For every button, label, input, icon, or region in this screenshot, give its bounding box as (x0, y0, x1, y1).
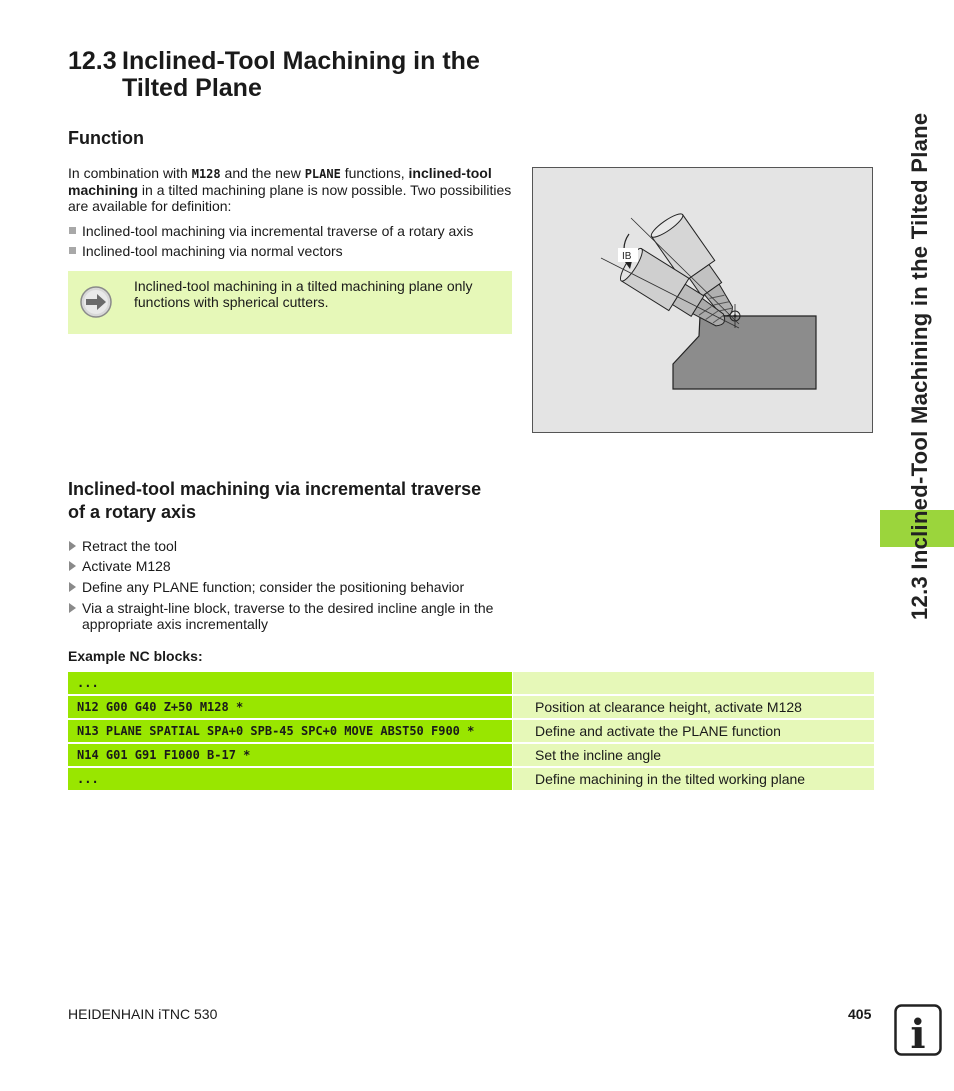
triangle-bullet-icon (69, 582, 76, 592)
nc-desc-cell (513, 672, 874, 694)
inclined-tool-figure (532, 167, 873, 433)
info-letter: i (910, 1011, 926, 1056)
nc-desc-cell (513, 720, 874, 742)
heading-line-2: of a rotary axis (68, 502, 197, 522)
footer-product: HEIDENHAIN iTNC 530 (68, 1006, 218, 1022)
para-text: and the new (220, 165, 305, 181)
list-item (68, 558, 522, 574)
para-text: functions, (340, 165, 409, 181)
bullet-text: Inclined-tool machining via normal vectors (82, 243, 343, 259)
list-item (68, 579, 522, 595)
function-paragraph (68, 165, 512, 214)
table-row (68, 672, 874, 694)
code-m128: M128 (191, 167, 221, 181)
triangle-bullet-icon (69, 541, 76, 551)
nc-desc-cell (513, 744, 874, 766)
nc-code-cell (68, 744, 512, 766)
nc-code: N12 G00 G40 Z+50 M128 * (77, 700, 244, 714)
nc-code: N14 G01 G91 F1000 B-17 * (77, 748, 251, 762)
side-title-text: 12.3 Inclined-Tool Machining in the Tilted Plane (907, 112, 932, 620)
square-bullet-icon (69, 227, 76, 234)
list-item (68, 538, 522, 554)
function-heading: Function (68, 128, 144, 148)
info-icon (894, 1004, 942, 1056)
tool-diagram (533, 168, 872, 432)
nc-code: N13 PLANE SPATIAL SPA+0 SPB-45 SPC+0 MOVE ABST50 F900 * (77, 724, 475, 738)
nc-desc: Define machining in the tilted working plane (535, 771, 806, 787)
step-text: Via a straight-line block, traverse to the desired incline angle in the appropriate axis incrementally (82, 600, 494, 632)
square-bullet-icon (69, 247, 76, 254)
nc-desc: Position at clearance height, activate M128 (535, 699, 802, 715)
page-title (68, 48, 480, 102)
nc-desc: Define and activate the PLANE function (535, 723, 781, 739)
nc-desc: Set the incline angle (535, 747, 662, 763)
note-box (68, 271, 512, 334)
bullet-text: Inclined-tool machining via incremental traverse of a rotary axis (82, 223, 474, 239)
table-row (68, 696, 874, 718)
table-row (68, 720, 874, 742)
nc-code-cell (68, 696, 512, 718)
nc-code: ... (77, 772, 99, 786)
table-row (68, 744, 874, 766)
triangle-bullet-icon (69, 603, 76, 613)
nc-desc-cell (513, 768, 874, 790)
step-text: Retract the tool (82, 538, 177, 554)
title-line-2: Tilted Plane (122, 74, 262, 102)
para-text: In combination with (68, 165, 192, 181)
section-number: 12.3 (68, 47, 117, 75)
nc-code-cell (68, 720, 512, 742)
note-text: Inclined-tool machining in a tilted machining plane only functions with spherical cutters. (134, 278, 473, 310)
nc-code: ... (77, 676, 99, 690)
code-plane: PLANE (304, 167, 341, 181)
table-row (68, 768, 874, 790)
heading-line-1: Inclined-tool machining via incremental traverse (68, 479, 482, 499)
para-bold: inclined-tool (408, 165, 492, 181)
nc-code-cell (68, 672, 512, 694)
nc-desc-cell (513, 696, 874, 718)
triangle-bullet-icon (69, 561, 76, 571)
list-item (68, 243, 522, 259)
para-bold: machining (68, 182, 139, 198)
figure-label: IB (622, 251, 632, 262)
arrow-right-icon (80, 286, 112, 318)
nc-code-cell (68, 768, 512, 790)
example-label: Example NC blocks: (68, 648, 203, 664)
incremental-heading (68, 478, 528, 524)
list-item (68, 223, 522, 239)
list-item (68, 600, 512, 632)
step-text: Activate M128 (82, 558, 171, 574)
page-number: 405 (848, 1006, 872, 1022)
para-text: in a tilted machining plane is now possible. Two possibilities are available for definition: (68, 182, 512, 214)
step-text: Define any PLANE function; consider the positioning behavior (82, 579, 465, 595)
title-line-1: Inclined-Tool Machining in the (122, 47, 480, 75)
